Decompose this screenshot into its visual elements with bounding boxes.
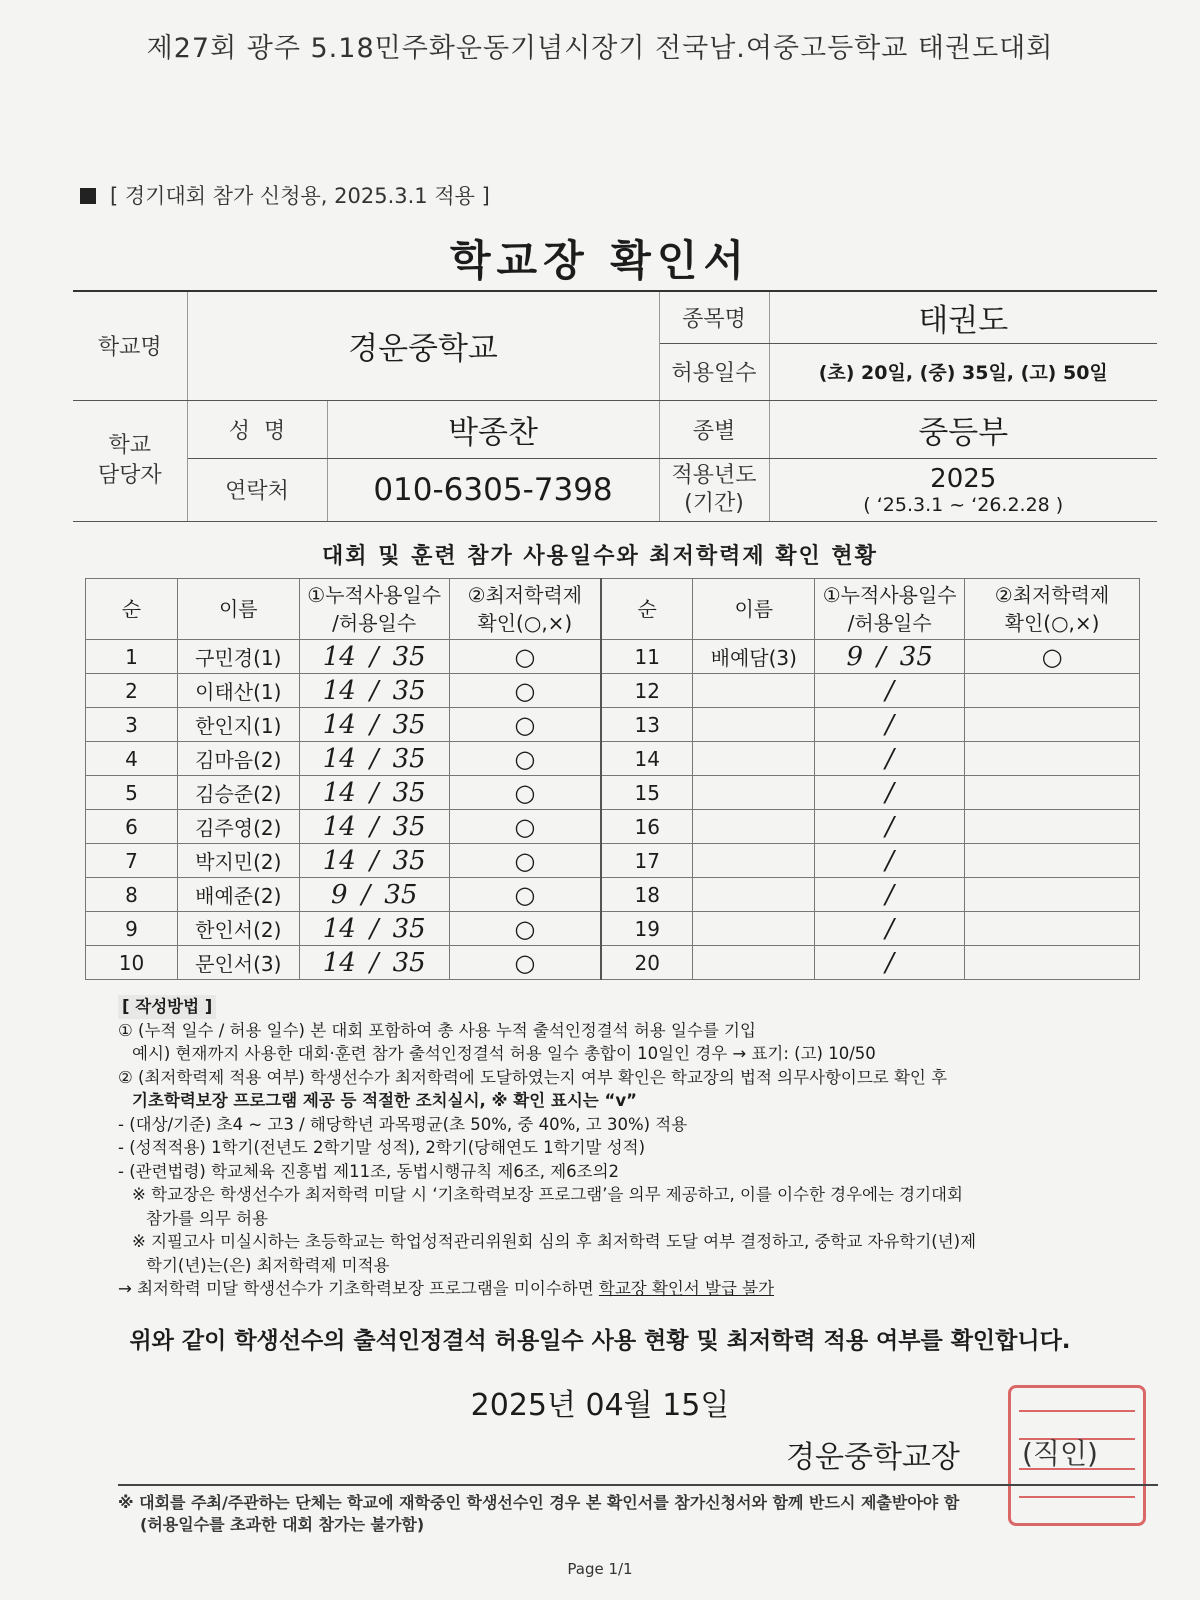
academic-check [965,810,1140,844]
allowed-days: 35 [392,777,426,808]
period-value: ( ‘25.3.1 ~ ‘26.2.28 ) [863,493,1064,516]
student-name [693,912,815,946]
student-name [693,878,815,912]
col-check: ②최저학력제 확인(○,×) [965,579,1140,640]
allowed-days: 35 [392,709,426,740]
row-number: 10 [86,946,178,980]
note-line: ① (누적 일수 / 허용 일수) 본 대회 포함하여 총 사용 누적 출석인정결석 허용 일수를 기입 [118,1020,756,1040]
allowed-days: 35 [392,811,426,842]
col-check: ②최저학력제 확인(○,×) [449,579,601,640]
note-line: ※ 지필고사 미실시하는 초등학교는 학업성적관리위원회 심의 후 최저학력 도달 여부 결정하고, 중학교 자유학기(년)제 [132,1232,977,1251]
allowed-days: 35 [392,743,426,774]
square-bullet-icon [80,188,96,204]
academic-check [965,878,1140,912]
days-cell [299,776,449,810]
note-line: - (관련법령) 학교체육 진흥법 제11조, 동법시행규칙 제6조, 제6조의2 [118,1161,620,1181]
note-line: ② (최저학력제 적용 여부) 학생선수가 최저학력에 도달하였는지 여부 확인은 학교장의 법적 의무사항이므로 확인 후 [118,1067,948,1087]
academic-check: ○ [449,878,601,912]
table-row [86,708,1140,742]
row-number: 19 [601,912,693,946]
year-cell [769,458,1157,521]
row-number: 18 [601,878,693,912]
days-cell [815,708,965,742]
slash: / [885,879,895,910]
row-number: 4 [86,742,178,776]
row-number: 6 [86,810,178,844]
roster-title: 대회 및 훈련 참가 사용일수와 최저학력제 확인 현황 [322,544,878,569]
student-name: 배예담(3) [693,640,815,674]
slash: / [885,743,895,774]
row-number: 11 [601,640,693,674]
used-days: 14 [322,845,356,876]
days-cell [815,674,965,708]
student-name [693,810,815,844]
academic-check: ○ [449,946,601,980]
slash: / [369,709,379,740]
table-row [86,776,1140,810]
col-days: ①누적사용일수 /허용일수 [815,579,965,640]
footnote [118,1492,1168,1536]
allowed-days: 35 [392,913,426,944]
slash: / [885,947,895,978]
academic-check: ○ [449,708,601,742]
student-name [693,742,815,776]
row-number: 16 [601,810,693,844]
note-line: - (성적적용) 1학기(전년도 2학기말 성적), 2학기(당해연도 1학기말 성적) [118,1138,646,1157]
table-row [86,946,1140,980]
used-days: 14 [322,913,356,944]
slash: / [369,743,379,774]
student-name [693,708,815,742]
used-days: 14 [322,811,356,842]
issue-date: 2025년 04월 15일 [470,1388,730,1423]
days-cell [815,742,965,776]
slash: / [877,641,886,672]
student-name: 한인지(1) [177,708,299,742]
col-days: ①누적사용일수 /허용일수 [299,579,449,640]
note-line: → 최저학력 미달 학생선수가 기초학력보장 프로그램을 미이수하면 [118,1279,599,1298]
name-label: 성 명 [187,400,327,458]
slash: / [369,641,379,672]
confirmation-text: 위와 같이 학생선수의 출석인정결석 허용일수 사용 현황 및 최저학력 적용 여부를 확인합니다. [129,1328,1071,1354]
days-cell [299,708,449,742]
row-number: 3 [86,708,178,742]
note-line: - (대상/기준) 초4 ~ 고3 / 해당학년 과목평균(초 50%, 중 40%, 고 30%) 적용 [118,1114,688,1134]
note-line: 기초학력보장 프로그램 제공 등 적절한 조치실시, ※ 확인 표시는 “v” [132,1091,637,1110]
used-days: 14 [322,675,356,706]
used-days: 14 [322,777,356,808]
row-number: 9 [86,912,178,946]
academic-check [965,776,1140,810]
year-value: 2025 [930,463,997,494]
row-number: 13 [601,708,693,742]
days-cell [815,878,965,912]
academic-check [965,844,1140,878]
footer-divider [118,1484,1158,1486]
signer-name: 경운중학교장 [786,1440,960,1475]
used-days: 14 [322,947,356,978]
days-cell [299,946,449,980]
row-number: 14 [601,742,693,776]
academic-check [965,946,1140,980]
row-number: 7 [86,844,178,878]
main-title: 학교장 확인서 [449,236,751,285]
slash: / [885,845,895,876]
days-cell [815,776,965,810]
contact-value: 010-6305-7398 [327,458,659,521]
days-cell [299,640,449,674]
student-name: 김주영(2) [177,810,299,844]
col-no: 순 [601,579,693,640]
used-days: 14 [322,641,356,672]
note-line-underlined: 학교장 확인서 발급 불가 [598,1279,775,1298]
days-cell [299,742,449,776]
row-number: 1 [86,640,178,674]
seal-label: (직인) [1022,1437,1098,1470]
slash: / [369,675,379,706]
slash: / [361,879,371,910]
col-name: 이름 [177,579,299,640]
used-days: 9 [846,641,864,672]
footnote-line: (허용일수를 초과한 대회 참가는 불가함) [140,1515,425,1534]
student-name: 구민경(1) [177,640,299,674]
allowed-days-label: 허용일수 [659,343,769,400]
sport-value: 태권도 [769,291,1157,343]
footnote-line: ※ 대회를 주최/주관하는 단체는 학교에 재학중인 학생선수인 경우 본 확인서를 참가신청서와 함께 반드시 제출받아야 함 [118,1493,960,1512]
slash: / [885,777,895,808]
instructions-heading: [ 작성방법 ] [118,995,216,1019]
division-value: 중등부 [769,400,1157,458]
roster-table [85,578,1140,980]
academic-check: ○ [449,674,601,708]
slash: / [369,947,379,978]
days-cell [299,674,449,708]
days-cell [815,640,965,674]
slash: / [369,845,379,876]
allowed-days: 35 [392,947,426,978]
days-cell [299,810,449,844]
slash: / [885,675,895,706]
academic-check: ○ [965,640,1140,674]
student-name [693,674,815,708]
academic-check [965,912,1140,946]
page-number: Page 1/1 [567,1560,633,1578]
school-label: 학교명 [73,291,187,400]
used-days: 14 [322,709,356,740]
row-number: 12 [601,674,693,708]
days-cell [299,878,449,912]
academic-check [965,708,1140,742]
division-label: 종별 [659,400,769,458]
days-cell [815,810,965,844]
roster-body [86,640,1140,980]
days-cell [815,844,965,878]
row-number: 20 [601,946,693,980]
days-cell [299,844,449,878]
instructions [118,995,1138,1301]
note-line: ※ 학교장은 학생선수가 최저학력 미달 시 ‘기초학력보장 프로그램’을 의무 제공하고, 이를 이수한 경우에는 경기대회 [132,1185,963,1204]
table-row [86,912,1140,946]
allowed-days: 35 [392,845,426,876]
table-row [86,810,1140,844]
note-line: 참가를 의무 허용 [146,1208,269,1228]
table-row [86,674,1140,708]
student-name [693,776,815,810]
row-number: 8 [86,878,178,912]
slash: / [369,913,379,944]
academic-check [965,674,1140,708]
table-row [86,878,1140,912]
allowed-days: 35 [899,641,933,672]
days-cell [815,912,965,946]
slash: / [885,709,895,740]
days-cell [815,946,965,980]
allowed-days: 35 [384,879,418,910]
academic-check: ○ [449,912,601,946]
col-no: 순 [86,579,178,640]
slash: / [885,913,895,944]
info-table [73,290,1157,522]
note-line: 예시) 현재까지 사용한 대회·훈련 참가 출석인정결석 허용 일수 총합이 10일인 경우 → 표기: (고) 10/50 [132,1044,876,1063]
student-name: 한인서(2) [177,912,299,946]
slash: / [369,777,379,808]
table-row [86,640,1140,674]
slash: / [885,811,895,842]
student-name: 배예준(2) [177,878,299,912]
academic-check: ○ [449,776,601,810]
table-row [86,742,1140,776]
name-value: 박종찬 [327,400,659,458]
row-number: 15 [601,776,693,810]
student-name [693,946,815,980]
academic-check: ○ [449,640,601,674]
form-note: [ 경기대회 참가 신청용, 2025.3.1 적용 ] [80,180,490,210]
used-days: 9 [330,879,348,910]
student-name: 김승준(2) [177,776,299,810]
year-label: 적용년도 (기간) [659,458,769,521]
academic-check [965,742,1140,776]
row-number: 2 [86,674,178,708]
academic-check: ○ [449,810,601,844]
days-cell [299,912,449,946]
row-number: 5 [86,776,178,810]
allowed-days: 35 [392,675,426,706]
table-row [86,844,1140,878]
academic-check: ○ [449,742,601,776]
note-line: 학기(년)는(은) 최저학력제 미적용 [146,1255,390,1275]
sport-label: 종목명 [659,291,769,343]
event-title: 제27회 광주 5.18민주화운동기념시장기 전국남.여중고등학교 태권도대회 [146,33,1054,64]
row-number: 17 [601,844,693,878]
academic-check: ○ [449,844,601,878]
slash: / [369,811,379,842]
student-name: 김마음(2) [177,742,299,776]
student-name: 이태산(1) [177,674,299,708]
school-value: 경운중학교 [187,291,659,400]
manager-label: 학교 담당자 [73,400,187,521]
allowed-days-value: (초) 20일, (중) 35일, (고) 50일 [769,343,1157,400]
col-name: 이름 [693,579,815,640]
contact-label: 연락처 [187,458,327,521]
student-name: 박지민(2) [177,844,299,878]
used-days: 14 [322,743,356,774]
student-name [693,844,815,878]
student-name: 문인서(3) [177,946,299,980]
allowed-days: 35 [392,641,426,672]
